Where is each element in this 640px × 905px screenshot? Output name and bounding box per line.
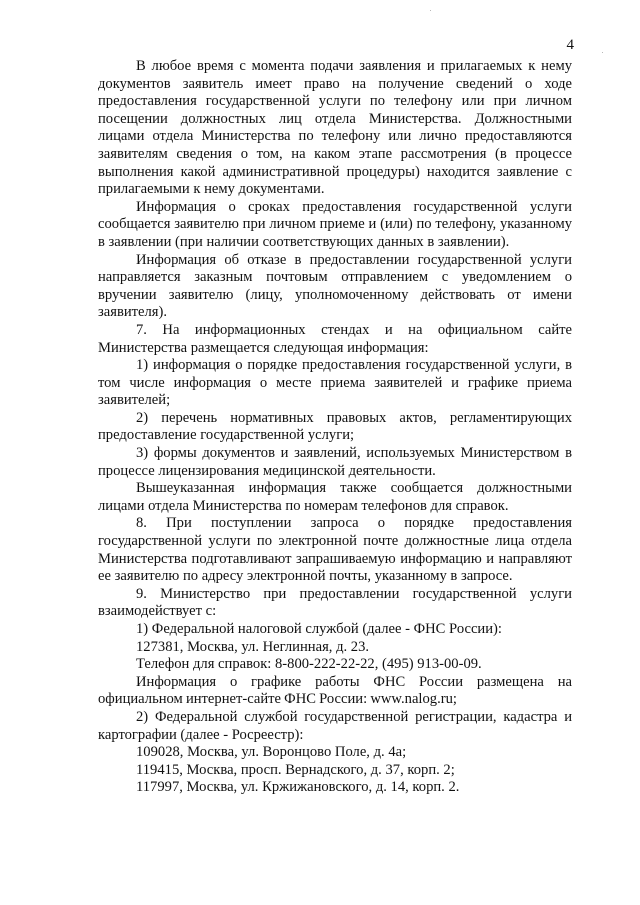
paragraph-item-7-3: 3) формы документов и заявлений, используемых Министерством в процессе лицензирования медицинской деятельности. <box>98 445 572 479</box>
paragraph-fns-website: Информация о графике работы ФНС России размещена на официальном интернет-сайте ФНС России: www.nalog.ru; <box>98 673 572 708</box>
page-number: 4 <box>566 37 574 53</box>
paragraph-refusal-info: Информация об отказе в предоставлении государственной услуги направляется заказным почтовым отправлением с уведомлением о вручении заявителю (лицу, уполномоченному действовать от имени заявителя). <box>98 251 572 321</box>
paragraph-status-info: В любое время с момента подачи заявления и прилагаемых к нему документов заявитель имеет право на получение сведений о ходе предоставления государственной услуги по телефону или при личном посещении должностных лиц отдела Министерства. Должностными лицами отдела Министерства по телефону или лично предоставляются заявителям сведения о том, на каком этапе рассмотрения (в процессе выполнения какой административной процедуры) находится заявление с прилагаемыми к нему документами. <box>98 58 572 198</box>
paragraph-phone-info: Вышеуказанная информация также сообщается должностными лицами отдела Министерства по номерам телефонов для справок. <box>98 480 572 514</box>
paragraph-rosreestr: 2) Федеральной службой государственной регистрации, кадастра и картографии (далее - Росреестр): <box>98 708 572 743</box>
scan-speck <box>430 10 431 11</box>
paragraph-fns-address: 127381, Москва, ул. Неглинная, д. 23. <box>136 638 370 655</box>
paragraph-item-7-2: 2) перечень нормативных правовых актов, регламентирующих предоставление государственной услуги; <box>98 409 572 444</box>
paragraph-deadline-info: Информация о сроках предоставления государственной услуги сообщается заявителю при личном приеме и (или) по телефону, указанному в заявлении (при наличии соответствующих данных в заявлении). <box>98 198 572 250</box>
paragraph-rosreestr-address-3: 117997, Москва, ул. Кржижановского, д. 14, корп. 2. <box>136 779 460 796</box>
paragraph-item-9: 9. Министерство при предоставлении государственной услуги взаимодействует с: <box>98 585 572 620</box>
paragraph-fns: 1) Федеральной налоговой службой (далее - ФНС России): <box>136 621 502 637</box>
scan-speck <box>602 52 603 53</box>
document-body <box>98 58 572 797</box>
paragraph-rosreestr-address-1: 109028, Москва, ул. Воронцово Поле, д. 4а; <box>136 744 407 761</box>
paragraph-item-8: 8. При поступлении запроса о порядке предоставления государственной услуги по электронной почте должностные лица отдела Министерства подготавливают запрашиваемую информацию и направляют ее заявителю по адресу электронной почты, указанному в запросе. <box>98 515 572 585</box>
paragraph-item-7-1: 1) информация о порядке предоставления государственной услуги, в том числе информация о месте приема заявителей и графике приема заявителей; <box>98 357 572 409</box>
paragraph-item-7: 7. На информационных стендах и на официальном сайте Министерства размещается следующая информация: <box>98 321 572 356</box>
paragraph-fns-phone: Телефон для справок: 8-800-222-22-22, (495) 913-00-09. <box>136 656 482 673</box>
paragraph-rosreestr-address-2: 119415, Москва, просп. Вернадского, д. 37, корп. 2; <box>136 761 455 778</box>
